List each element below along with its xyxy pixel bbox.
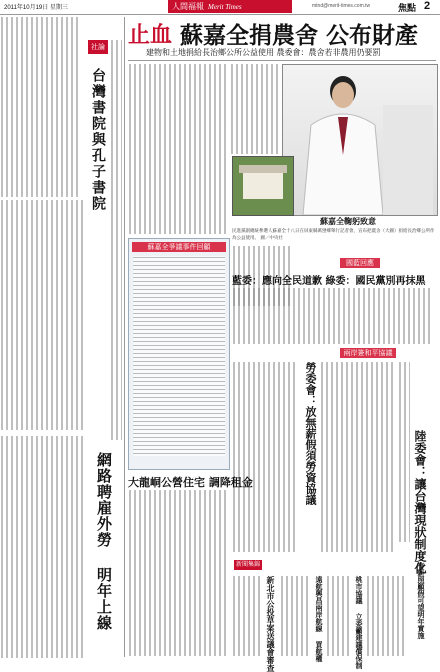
bottom-text-a xyxy=(232,576,262,656)
photo-caption xyxy=(232,228,436,242)
news-text-2 xyxy=(398,362,410,542)
bottom-text-d xyxy=(366,576,406,656)
column-divider xyxy=(124,17,125,657)
lower-left-text xyxy=(0,436,84,658)
editorial-title: 台灣書院與孔子書院 xyxy=(90,68,106,212)
timeline-box xyxy=(128,238,230,470)
timeline-box-title: 蘇嘉全爭議事件回顧 xyxy=(132,242,226,252)
photo-caption-title: 蘇嘉全鞠躬致意 xyxy=(320,217,376,226)
news-headline-2: 陸委會：讓台灣現狀制度化 xyxy=(413,430,427,574)
photo-caption-text: 民進黨副總統參選人蘇嘉全十八日在屏東縣萬巒鄉舉行記者會，宣布把農舍（大圖）捐給長治鄉公所作為公益使用。 xyxy=(232,229,435,241)
news-label-6: 新聞集錦 xyxy=(236,561,261,568)
issue-date: 2011年10月19日 星期三 xyxy=(4,5,68,11)
news-text-1 xyxy=(232,362,296,552)
news-text-3 xyxy=(128,490,228,656)
bottom-text-c xyxy=(326,576,350,656)
editorial-tag: 社論 xyxy=(88,40,108,54)
page-header xyxy=(0,0,440,15)
news-headline-0: 藍委：應向全民道歉 綠委：國民黨別再抹黑 xyxy=(232,276,426,287)
section-name: 焦點 xyxy=(398,4,417,14)
page-number: 2 xyxy=(424,0,431,12)
main-photo xyxy=(282,64,438,216)
photo-figure-icon xyxy=(283,65,437,215)
headline-rule xyxy=(128,60,436,61)
news-text-0 xyxy=(232,288,432,344)
headline-main: 蘇嘉全捐農舍 公布財產 xyxy=(180,22,419,49)
editorial-text-1 xyxy=(0,200,84,430)
news-headline-4: 新北市公投草案送議會審查 xyxy=(266,576,276,672)
logo-cn: 人間福報 xyxy=(172,2,204,11)
inset-photo xyxy=(232,156,294,216)
news-headline-7: 有薪照顧假可望明年實施 xyxy=(417,562,426,639)
news-headline-6: 桃市協議 立委籲建議償保制 xyxy=(355,576,364,669)
news-label-1: 兩岸簽和平協議 xyxy=(340,348,396,358)
main-story-text-1 xyxy=(128,64,228,234)
contact-url: mtnd@merit-times.com.tw xyxy=(312,3,371,9)
foreign-labour-headline: 網路聘雇外勞 明年上線 xyxy=(95,452,113,631)
news-label-0: 國藍回應 xyxy=(340,258,380,268)
headline-kicker: 止血 xyxy=(128,22,173,48)
editorial-text-2 xyxy=(110,40,122,440)
main-story-text-2 xyxy=(230,64,278,154)
news-headline-5: 遠航興昌兩岸航線 買航權 xyxy=(315,576,324,662)
bottom-text-b xyxy=(280,576,310,656)
news-text-1b xyxy=(320,362,396,552)
timeline-box-text xyxy=(133,256,225,456)
newspaper-logo xyxy=(168,0,292,13)
news-headline-1: 勞委會：放無薪假須勞資協議 xyxy=(304,362,317,505)
logo-en: Merit Times xyxy=(208,3,242,11)
news-headline-3: 大龍峒公營住宅 調降租金 xyxy=(128,476,253,489)
headline-subtitle: 建物和土地捐給長治鄉公所公益使用 農委會：農舍若非農用仍要罰 xyxy=(146,48,381,57)
left-article-text xyxy=(0,17,80,197)
photo-credit: 圖／中央社 xyxy=(260,236,283,241)
